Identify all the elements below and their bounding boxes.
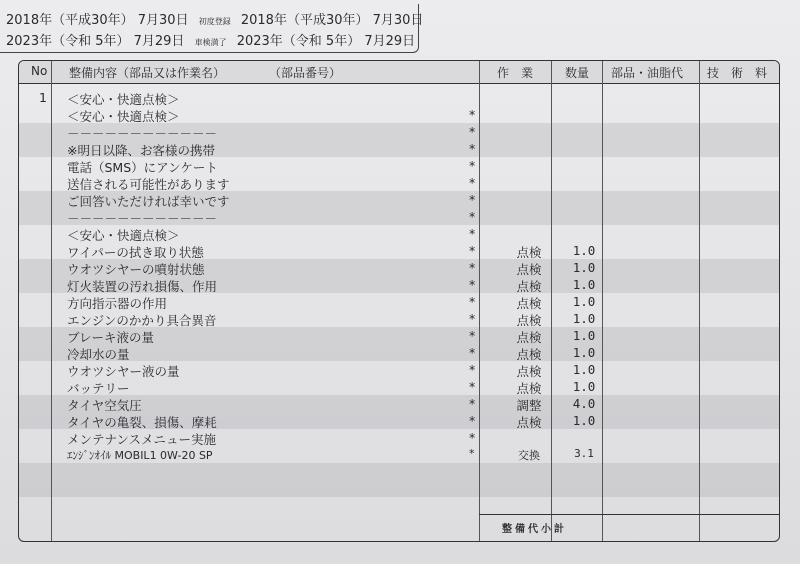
item-name: ウオツシヤー液の量 — [67, 364, 180, 379]
item-mark: * — [469, 362, 476, 377]
item-mark: * — [469, 345, 476, 360]
item-name: バッテリー — [67, 381, 130, 396]
work-type: 点検 — [516, 330, 542, 345]
work-type: 点検 — [516, 381, 542, 396]
work-type: 調整 — [516, 398, 542, 413]
row-band — [19, 463, 779, 480]
item-mark: * — [469, 396, 476, 411]
item-mark: * — [469, 447, 475, 460]
item-name: エンジンのかかり具合異音 — [67, 313, 217, 328]
table-row — [19, 446, 779, 463]
work-type: 点検 — [516, 296, 542, 311]
table-row — [19, 395, 779, 412]
table-row — [19, 259, 779, 276]
item-mark: * — [469, 226, 476, 241]
table-row — [19, 89, 779, 106]
table-row — [19, 327, 779, 344]
table-row — [19, 157, 779, 174]
item-mark: * — [469, 243, 476, 258]
item-mark: * — [469, 311, 476, 326]
quantity: 1.0 — [572, 328, 596, 343]
work-type: 点検 — [516, 279, 542, 294]
quantity: 1.0 — [572, 379, 596, 394]
col-qty-header: 数量 — [565, 66, 590, 80]
table-row — [19, 208, 779, 225]
item-mark: * — [469, 260, 476, 275]
item-mark: * — [469, 379, 476, 394]
item-name: ご回答いただければ幸いです — [67, 194, 230, 209]
first-registration-label: 初度登録 — [198, 17, 231, 26]
item-mark: * — [469, 430, 476, 445]
quantity: 1.0 — [572, 345, 596, 360]
quantity: 1.0 — [572, 277, 596, 292]
item-name: －－－－－－－－－－－－ — [67, 211, 218, 226]
item-name: ｴﾝｼﾞﾝｵｲﾙ MOBIL1 0W-20 SP — [67, 449, 213, 462]
table-row — [19, 123, 779, 140]
table-row — [19, 276, 779, 293]
item-mark: * — [469, 158, 476, 173]
table-row — [19, 140, 779, 157]
item-mark: * — [469, 209, 476, 224]
inspection-expiry-date-right: 2023年（令和 5年） 7月29日 — [236, 34, 416, 49]
work-type: 点検 — [516, 415, 542, 430]
col-no-header: No — [31, 64, 48, 78]
item-name: 灯火装置の汚れ損傷、作用 — [67, 279, 218, 294]
item-name: ブレーキ液の量 — [67, 330, 155, 345]
first-registration-date-right: 2018年（平成30年） 7月30日 — [240, 13, 424, 28]
item-name: メンテナンスメニュー実施 — [67, 432, 217, 447]
registration-header — [0, 0, 424, 54]
table-row — [19, 361, 779, 378]
quantity: 1.0 — [572, 362, 596, 377]
table-header — [19, 61, 779, 84]
first-registration-line — [6, 9, 423, 28]
inspection-expiry-line — [6, 30, 415, 49]
table-row — [19, 429, 779, 446]
item-name: 方向指示器の作用 — [67, 296, 168, 311]
col-parts-cost-header: 部品・油脂代 — [611, 66, 684, 80]
quantity: 4.0 — [572, 396, 596, 411]
item-mark: * — [469, 141, 476, 156]
table-row — [19, 378, 779, 395]
row-band — [19, 497, 779, 514]
item-mark: * — [469, 124, 476, 139]
table-row — [19, 225, 779, 242]
item-mark: * — [469, 175, 476, 190]
quantity: 1.0 — [572, 243, 596, 258]
inspection-expiry-label: 車検満了 — [194, 38, 227, 47]
quantity: 1.0 — [572, 260, 596, 275]
table-row — [19, 344, 779, 361]
row-number: 1 — [39, 90, 47, 105]
item-name: 冷却水の量 — [67, 347, 130, 362]
table-row — [19, 106, 779, 123]
table-row — [19, 293, 779, 310]
table-row — [19, 242, 779, 259]
col-part-number-header: （部品番号） — [269, 66, 342, 80]
quantity: 3.1 — [574, 447, 594, 460]
row-band — [19, 480, 779, 497]
inspection-expiry-date-left: 2023年（令和 5年） 7月29日 — [6, 34, 185, 49]
maintenance-table — [18, 60, 780, 542]
item-name: ウオツシヤーの噴射状態 — [67, 262, 205, 277]
table-row — [19, 174, 779, 191]
item-mark: * — [469, 192, 476, 207]
work-type: 点検 — [516, 347, 542, 362]
item-name: ＜安心・快適点検＞ — [67, 109, 180, 124]
subtotal-label: 整備代小計 — [502, 524, 567, 535]
quantity: 1.0 — [572, 294, 596, 309]
item-mark: * — [469, 294, 476, 309]
item-name: タイヤ空気圧 — [67, 398, 142, 413]
item-mark: * — [469, 277, 476, 292]
col-item-header: 整備内容（部品又は作業名） — [69, 66, 226, 80]
work-type: 点検 — [516, 364, 542, 379]
first-registration-date-left: 2018年（平成30年） 7月30日 — [6, 13, 189, 28]
quantity: 1.0 — [572, 413, 596, 428]
table-row — [19, 310, 779, 327]
item-mark: * — [469, 328, 476, 343]
item-mark: * — [469, 107, 476, 122]
table-row — [19, 412, 779, 429]
work-type: 点検 — [516, 313, 542, 328]
work-type: 交換 — [518, 449, 540, 462]
item-name: ＜安心・快適点検＞ — [67, 92, 180, 107]
item-name: －－－－－－－－－－－－ — [67, 126, 218, 141]
col-work-header: 作 業 — [497, 66, 534, 80]
item-name: ＜安心・快適点検＞ — [67, 228, 180, 243]
work-type: 点検 — [516, 245, 542, 260]
table-row — [19, 191, 779, 208]
item-name: タイヤの亀裂、損傷、摩耗 — [67, 415, 217, 430]
item-mark: * — [469, 413, 476, 428]
quantity: 1.0 — [572, 311, 596, 326]
item-name: 電話（SMS）にアンケート — [67, 160, 218, 175]
item-name: ※明日以降、お客様の携帯 — [67, 143, 215, 158]
item-name: 送信される可能性があります — [67, 177, 230, 192]
item-name: ワイパーの拭き取り状態 — [67, 245, 204, 260]
work-type: 点検 — [516, 262, 542, 277]
col-labor-header: 技 術 料 — [707, 66, 768, 80]
